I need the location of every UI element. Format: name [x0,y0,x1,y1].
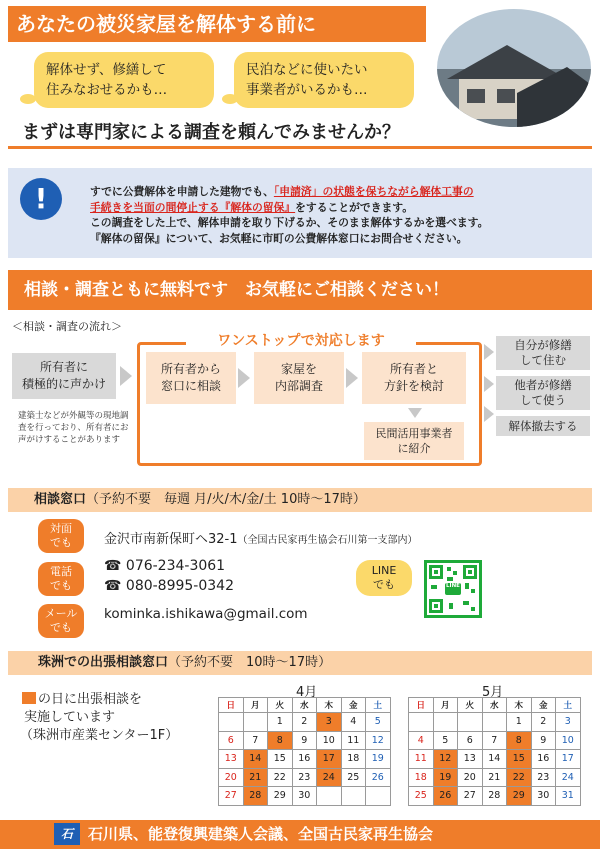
subtitle: まずは専門家による調査を頼んでみませんか？ [22,122,400,143]
weekday-header: 土 [556,698,581,713]
calendar-day: 7 [482,731,507,750]
branch-header: 珠洲での出張相談窓口（予約不要 10時～17時） [8,651,592,675]
calendar-day: 16 [292,750,317,769]
calendar-day: 20 [219,768,244,787]
calendar-day [409,713,434,732]
calendar-day: 27 [219,787,244,806]
calendar-day: 22 [268,768,293,787]
calendar-day: 8 [507,731,532,750]
divider [8,146,592,149]
phone-icon: ☎ [104,578,122,594]
weekday-header: 水 [292,698,317,713]
calendar-day: 25 [409,787,434,806]
calendar-day: 28 [243,787,268,806]
phone-icon: ☎ [104,558,122,574]
calendar-day: 30 [292,787,317,806]
arrow-icon [484,376,494,392]
info-text: すでに公費解体を申請した建物でも、「申請済」の状態を保ちながら解体工事の 手続きを当面の間停止する『解体の留保』をすることができます。 この調査をした上で、解体申請を取り下げるか、そのまま解体するかを選べます。 『解体の留保』について、お気軽に市町の公費解体窓口にお問合せください。 [90,185,489,245]
weekday-header: 火 [458,698,483,713]
address: 金沢市南新保町ヘ32-1（全国古民家再生協会石川第一支部内） [104,532,418,547]
outcome-self-repair: 自分が修繕 して住む [496,336,590,370]
calendar-day: 19 [366,750,391,769]
arrow-icon [346,368,358,388]
calendar-day: 12 [433,750,458,769]
calendar-day: 14 [243,750,268,769]
calendar-day: 12 [366,731,391,750]
calendar-day: 13 [219,750,244,769]
calendar-day: 21 [482,768,507,787]
flow-step-referral: 民間活用事業者 に紹介 [364,422,464,460]
calendar-day: 9 [292,731,317,750]
bubble-repair: 解体せず、修繕して 住みなおせるかも… [34,52,214,108]
calendar-day: 26 [366,768,391,787]
calendar-day: 15 [268,750,293,769]
legend-line1: の日に出張相談を [38,692,143,707]
calendar-day: 4 [409,731,434,750]
onestop-label: ワンストップで対応します [186,330,416,350]
calendar-day: 18 [409,768,434,787]
may-calendar [408,697,581,806]
line-qr-code[interactable] [424,560,482,618]
calendar-day: 16 [531,750,556,769]
weekday-header: 土 [366,698,391,713]
calendar-day: 24 [317,768,342,787]
calendar-day: 29 [268,787,293,806]
calendar-day: 10 [556,731,581,750]
phone-2[interactable]: ☎ 080-8995-0342 [104,578,234,594]
arrow-icon [484,406,494,422]
calendar-day: 6 [458,731,483,750]
calendar-day [317,787,342,806]
calendar-day: 6 [219,731,244,750]
calendar-day: 11 [341,731,366,750]
weekday-header: 木 [507,698,532,713]
calendar-day: 17 [556,750,581,769]
calendar-day [482,713,507,732]
flow-start: 所有者に 積極的に声かけ [12,353,116,399]
calendar-day: 5 [366,713,391,732]
phone-1[interactable]: ☎ 076-234-3061 [104,558,226,574]
calendar-day: 15 [507,750,532,769]
weekday-header: 月 [433,698,458,713]
calendar-day: 3 [556,713,581,732]
calendar-day: 2 [531,713,556,732]
flow-note: 建築士などが外観等の現地調査を行っており、所有者にお声がけすることがあります [18,411,129,445]
calendar-day: 10 [317,731,342,750]
flow-step-inspect: 家屋を 内部調査 [254,352,344,404]
ishikawa-logo: 石 [54,823,80,845]
calendar-day: 30 [531,787,556,806]
calendar-day [219,713,244,732]
calendar-day: 5 [433,731,458,750]
consult-header: 相談窓口（予約不要 毎週 月/火/木/金/土 10時～17時） [8,488,592,512]
calendar-day: 4 [341,713,366,732]
calendar-day [366,787,391,806]
arrow-down-icon [408,408,422,418]
bubble-dot [20,94,36,104]
calendar-day: 1 [268,713,293,732]
april-label: 4月 [296,685,318,700]
calendar-day: 11 [409,750,434,769]
calendar-day: 23 [531,768,556,787]
weekday-header: 金 [341,698,366,713]
weekday-header: 水 [482,698,507,713]
calendar-day: 19 [433,768,458,787]
arrow-icon [238,368,250,388]
footer-organizations: 石川県、能登復興建築人会議、全国古民家再生協会 [0,820,600,849]
flow-label: ＜相談・調査の流れ＞ [12,320,122,333]
weekday-header: 日 [409,698,434,713]
weekday-header: 月 [243,698,268,713]
calendar-day: 29 [507,787,532,806]
calendar-day [458,713,483,732]
calendar-day: 31 [556,787,581,806]
mail-tag: メール でも [38,604,84,638]
bubble-business: 民泊などに使いたい 事業者がいるかも… [234,52,414,108]
calendar-day: 26 [433,787,458,806]
calendar-day: 18 [341,750,366,769]
calendar-day: 8 [268,731,293,750]
calendar-day: 9 [531,731,556,750]
email-link[interactable]: kominka.ishikawa@gmail.com [104,606,308,622]
flow-step-consult: 所有者から 窓口に相談 [146,352,236,404]
calendar-day: 2 [292,713,317,732]
line-tag: LINE でも [356,560,412,596]
calendar-day: 28 [482,787,507,806]
calendar-day: 14 [482,750,507,769]
calendar-day: 13 [458,750,483,769]
calendar-day: 3 [317,713,342,732]
outcome-demolish: 解体撤去する [496,416,590,436]
calendar-day: 17 [317,750,342,769]
bubble-dot [222,94,238,104]
outcome-other-repair: 他者が修繕 して使う [496,376,590,410]
calendar-day: 25 [341,768,366,787]
legend-line3: （珠洲市産業センター1F） [20,728,179,743]
line-logo: LINE [446,583,460,589]
page-title: あなたの被災家屋を解体する前に [8,6,426,42]
exclamation-icon: ! [20,178,62,220]
calendar-day: 7 [243,731,268,750]
calendar-day: 22 [507,768,532,787]
legend-line2: 実施しています [24,710,116,725]
face-tag: 対面 でも [38,519,84,553]
calendar-day: 1 [507,713,532,732]
weekday-header: 金 [531,698,556,713]
calendar-day: 24 [556,768,581,787]
free-banner: 相談・調査ともに無料です お気軽にご相談ください！ [8,270,592,310]
weekday-header: 木 [317,698,342,713]
calendar-day [243,713,268,732]
arrow-icon [120,366,132,386]
flow-step-plan: 所有者と 方針を検討 [362,352,466,404]
phone-tag: 電話 でも [38,562,84,596]
april-calendar [218,697,391,806]
may-label: 5月 [482,685,504,700]
legend-swatch [22,692,36,704]
house-photo [434,6,594,130]
calendar-day [341,787,366,806]
arrow-icon [484,344,494,360]
calendar-day: 23 [292,768,317,787]
weekday-header: 日 [219,698,244,713]
calendar-day: 21 [243,768,268,787]
calendar-day: 27 [458,787,483,806]
weekday-header: 火 [268,698,293,713]
calendar-day [433,713,458,732]
calendar-day: 20 [458,768,483,787]
